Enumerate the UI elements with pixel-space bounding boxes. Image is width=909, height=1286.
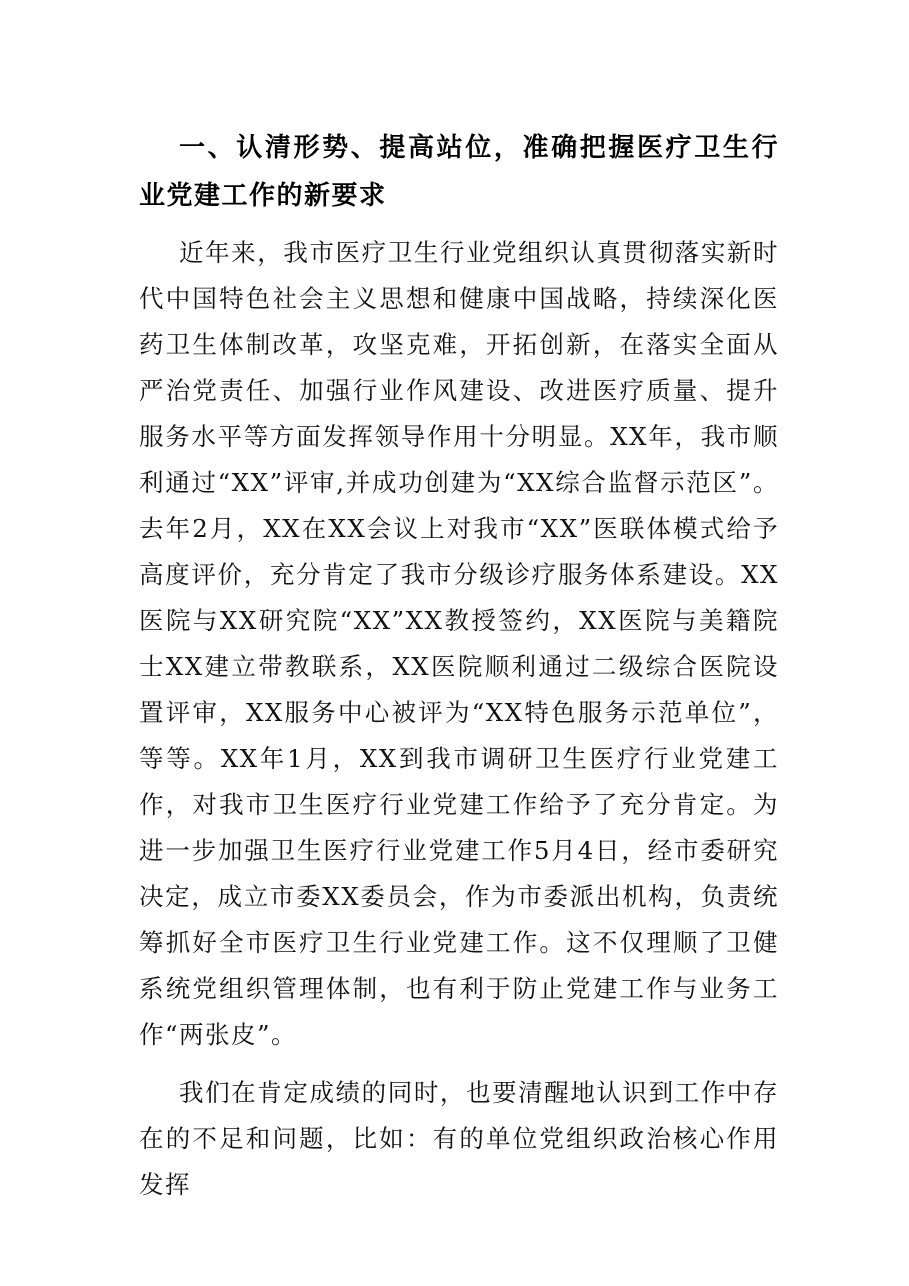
paragraph-achievements: 近年来，我市医疗卫生行业党组织认真贯彻落实新时代中国特色社会主义思想和健康中国战略，持续深化医药卫生体制改革，攻坚克难，开拓创新，在落实全面从严治党责任、加强行业作风建设、改进医疗质量、提升服务水平等方面发挥领导作用十分明显。XX年，我市顺利通过“XX”评审,并成功创建为“XX综合监督示范区”。去年2月，XX在XX会议上对我市“XX”医联体模式给予高度评价，充分肯定了我市分级诊疗服务体系建设。XX医院与XX研究院“XX”XX教授签约，XX医院与美籍院士XX建立带教联系，XX医院顺利通过二级综合医院设置评审，XX服务中心被评为“XX特色服务示范单位”，等等。XX年1月，XX到我市调研卫生医疗行业党建工作，对我市卫生医疗行业党建工作给予了充分肯定。为进一步加强卫生医疗行业党建工作5月4日，经市委研究决定，成立市委XX委员会，作为市委派出机构，负责统筹抓好全市医疗卫生行业党建工作。这不仅理顺了卫健系统党组织管理体制，也有利于防止党建工作与业务工作“两张皮”。 <box>139 238 779 1049</box>
document-body <box>139 124 779 1208</box>
paragraph-problems: 我们在肯定成绩的同时，也要清醒地认识到工作中存在的不足和问题，比如：有的单位党组织政治核心作用发挥 <box>139 1078 779 1199</box>
section-heading: 一、认清形势、提高站位，准确把握医疗卫生行业党建工作的新要求 <box>139 133 779 211</box>
